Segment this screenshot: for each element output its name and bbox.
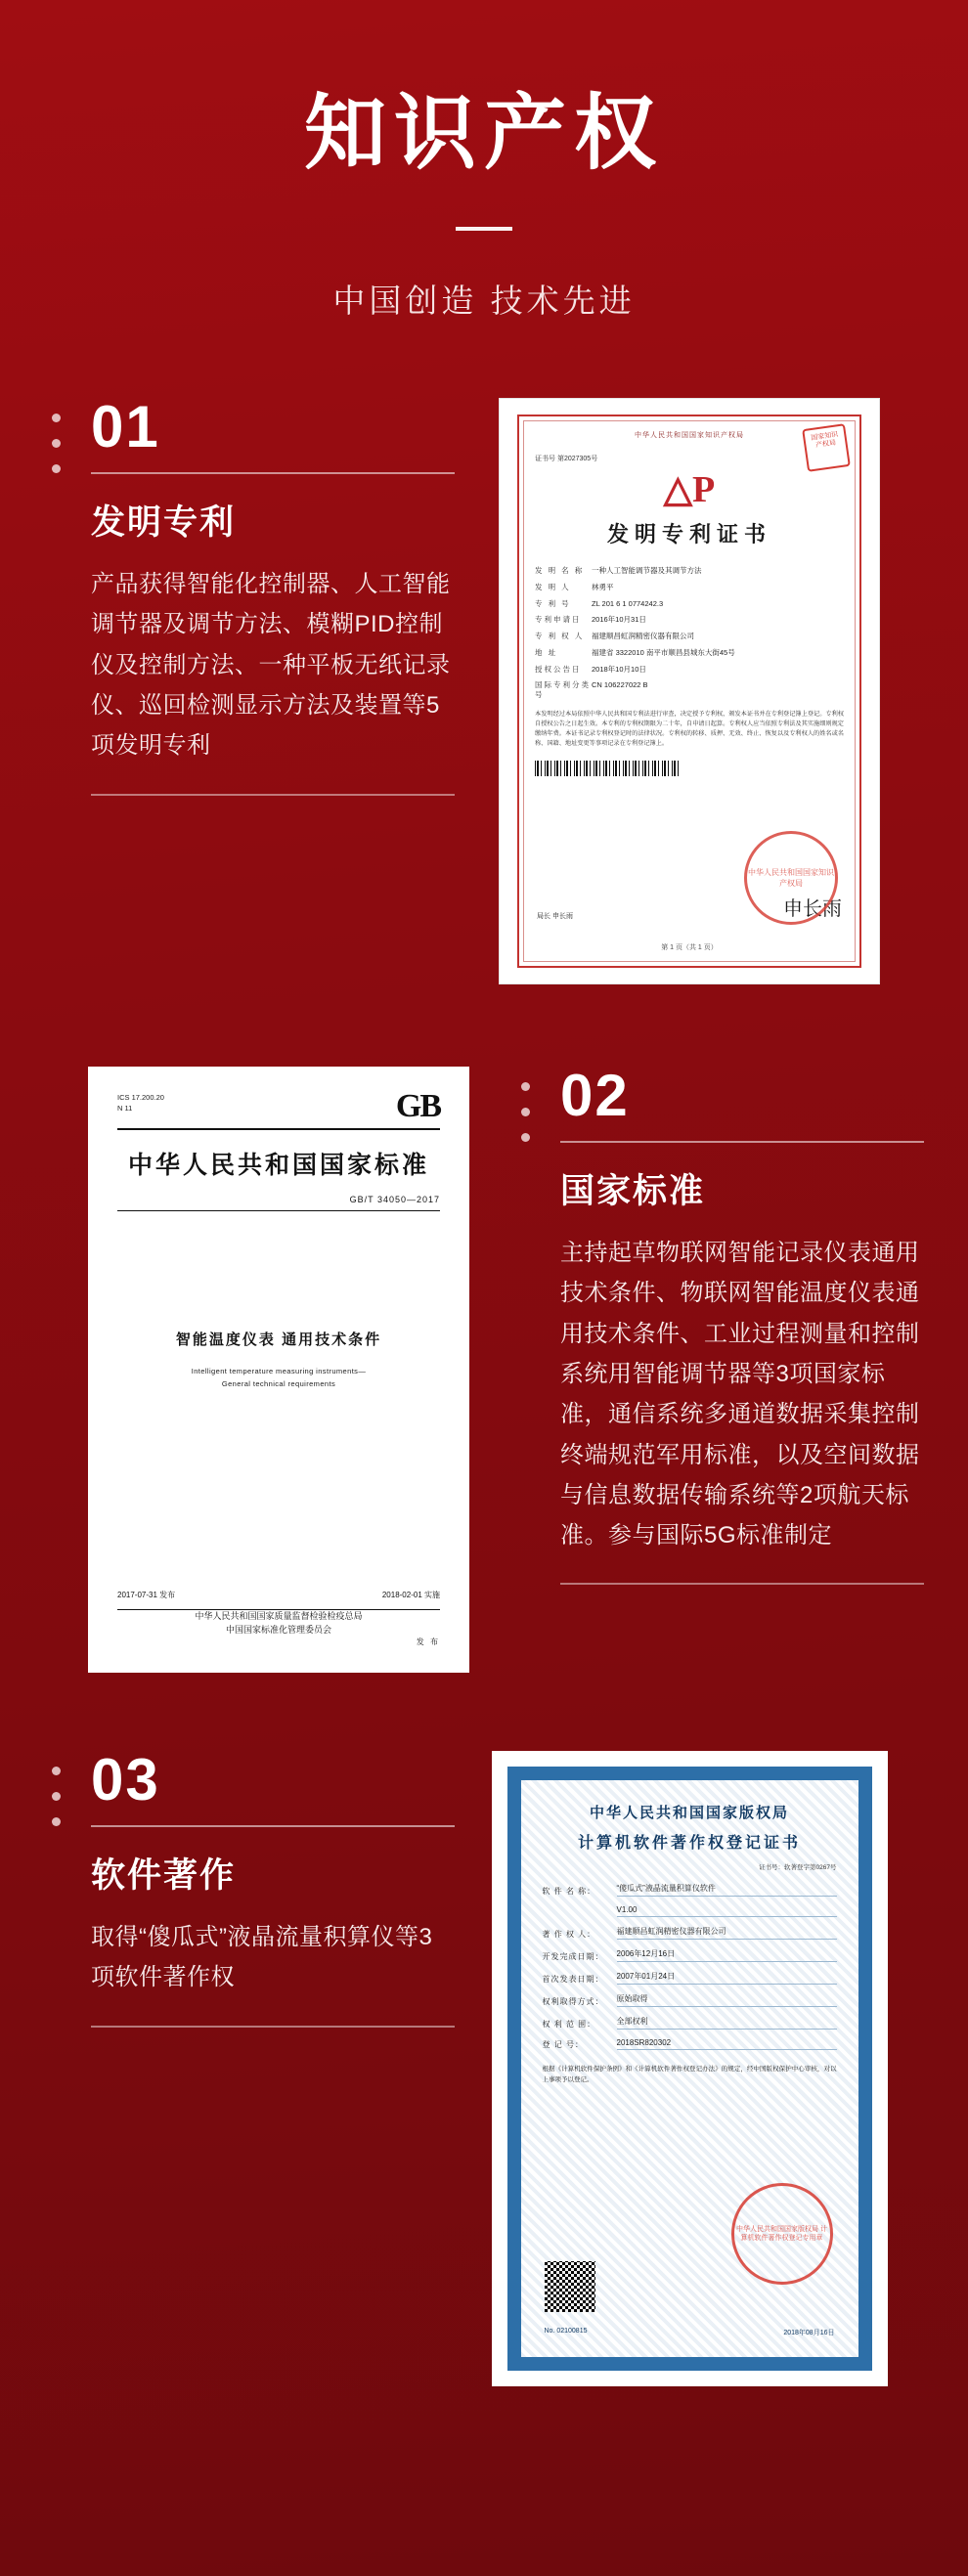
section-02-divider bbox=[560, 1141, 924, 1143]
patent-field-row: 地 址 福建省 3322010 南平市顺昌县城东大街45号 bbox=[535, 647, 735, 657]
section-03-text bbox=[44, 1747, 455, 2028]
standard-rule-mid bbox=[117, 1210, 440, 1211]
patent-footer: 第 1 页（共 1 页） bbox=[661, 944, 718, 952]
section-01-text bbox=[44, 394, 455, 795]
standard-name-cn: 智能温度仪表 通用技术条件 bbox=[175, 1331, 382, 1348]
standard-effective-date: 2018-02-01 实施 bbox=[381, 1591, 440, 1600]
section-software-copyright bbox=[0, 1747, 968, 2386]
patent-emblem-icon: △P bbox=[663, 469, 716, 511]
standard-issuer-1: 中华人民共和国国家质量监督检验检疫总局 bbox=[195, 1610, 363, 1621]
software-field-row: 开发完成日期： 2006年12月16日 bbox=[543, 1948, 837, 1962]
software-field-row: 权利取得方式： 原始取得 bbox=[543, 1993, 837, 2007]
standard-name-en-2: General technical requirements bbox=[221, 1378, 336, 1388]
patent-field-row: 专 利 权 人 福建顺昌虹润精密仪器有限公司 bbox=[535, 632, 694, 641]
patent-field-row: 授权公告日 2018年10月10日 bbox=[535, 664, 646, 674]
section-01-divider-bottom bbox=[91, 794, 455, 796]
software-cert-no: 证书号：软著登字第0267号 bbox=[759, 1864, 837, 1872]
section-03-divider bbox=[91, 1825, 455, 1827]
software-fields bbox=[543, 1883, 837, 2050]
bullet-dots-icon bbox=[52, 1767, 61, 1826]
section-02-number: 02 bbox=[560, 1063, 630, 1129]
bullet-dots-icon bbox=[521, 1082, 530, 1142]
standard-rule-top bbox=[117, 1128, 440, 1130]
section-01-body: 产品获得智能化控制器、人工智能调节器及调节方法、模糊PID控制仪及控制方法、一种平板无纸记录仪、巡回检测显示方法及装置等5项发明专利 bbox=[91, 571, 451, 760]
section-03-divider-bottom bbox=[91, 2026, 455, 2028]
standard-class: N 11 bbox=[117, 1104, 133, 1113]
patent-sign-left: 局长 申长雨 bbox=[537, 913, 573, 921]
patent-field-row: 国际专利分类号 CN 106227022 B bbox=[535, 680, 648, 700]
section-03-body: 取得“傻瓜式”液晶流量积算仪等3项软件著作权 bbox=[91, 1924, 433, 1991]
software-foot-right: 2018年08月16日 bbox=[783, 2330, 835, 2337]
software-field-row: V1.00 bbox=[543, 1905, 837, 1917]
section-01-image bbox=[455, 398, 924, 984]
standard-publish-date: 2017-07-31 发布 bbox=[117, 1591, 176, 1600]
section-02-heading: 国家标准 bbox=[560, 1172, 706, 1211]
patent-field-row: 专 利 号 ZL 201 6 1 0774242.3 bbox=[535, 598, 664, 608]
standard-ics-block bbox=[117, 1092, 164, 1114]
bullet-dots-icon bbox=[52, 414, 61, 473]
patent-round-seal-icon: 中华人民共和国国家知识产权局 bbox=[744, 831, 838, 925]
section-03-heading: 软件著作 bbox=[91, 1856, 237, 1896]
standard-issuer-2: 中国国家标准化管理委员会 bbox=[225, 1625, 331, 1635]
section-03-image bbox=[455, 1751, 924, 2386]
section-01-heading: 发明专利 bbox=[91, 503, 237, 543]
section-01-number: 01 bbox=[91, 394, 160, 460]
section-02-body: 主持起草物联网智能记录仪表通用技术条件、物联网智能温度仪表通用技术条件、工业过程测量和控制系统用智能调节器等3项国家标准，通信系统多通道数据采集控制终端规范军用标准，以及空间数据与信息数据传输系统等2项航天标准。参与国际5G标准制定 bbox=[560, 1240, 920, 1550]
software-foot-left: No. 02100815 bbox=[544, 2328, 588, 2336]
software-field-row: 权 利 范 围： 全部权利 bbox=[543, 2016, 837, 2030]
page-header bbox=[0, 0, 968, 322]
qr-code-icon bbox=[545, 2261, 595, 2312]
patent-field-row: 发 明 名 称 一种人工智能调节器及其调节方法 bbox=[535, 566, 702, 576]
software-round-seal-icon: 中华人民共和国国家版权局 计算机软件著作权登记专用章 bbox=[731, 2183, 833, 2285]
standard-issuer-suffix: 发 布 bbox=[416, 1637, 440, 1647]
software-title-2: 计算机软件著作权登记证书 bbox=[577, 1835, 801, 1853]
national-standard-card bbox=[88, 1067, 469, 1673]
patent-barcode-icon bbox=[535, 761, 682, 776]
patent-field-row: 发 明 人 林勇平 bbox=[535, 582, 614, 591]
patent-top-text: 中华人民共和国国家知识产权局 bbox=[635, 432, 744, 440]
software-title-1: 中华人民共和国国家版权局 bbox=[589, 1805, 789, 1822]
software-field-row: 软 件 名 称： “傻瓜式”液晶流量积算仪软件 bbox=[543, 1883, 837, 1897]
gb-logo-icon: GB bbox=[395, 1088, 440, 1125]
patent-cert-no: 证书号 第2027305号 bbox=[535, 456, 598, 463]
section-02-text bbox=[513, 1063, 924, 1585]
standard-main-title: 中华人民共和国国家标准 bbox=[127, 1151, 429, 1179]
patent-paragraph: 本发明经过本局依照中华人民共和国专利法进行审查，决定授予专利权，颁发本证书并在专利登记簿上登记。专利权自授权公告之日起生效。本专利的专利权期限为二十年，自申请日起算。专利权人应当依照专利法及其实施细则规定缴纳年费。本证书记录专利权登记时的法律状况。专利权的转移、质押、无效、终止、恢复以及专利权人的姓名或名称、国籍、地址变更等事项记录在专利登记簿上。 bbox=[535, 710, 844, 747]
patent-signature: 申长雨 bbox=[783, 898, 842, 921]
patent-title: 发明专利证书 bbox=[606, 522, 771, 547]
patent-field-row: 专利申请日 2016年10月31日 bbox=[535, 615, 646, 625]
patent-corner-seal-icon: 国家知识产权局 bbox=[802, 423, 851, 472]
software-field-row: 登 记 号： 2018SR820302 bbox=[543, 2038, 837, 2050]
section-01-divider bbox=[91, 472, 455, 474]
page-subtitle: 中国创造 技术先进 bbox=[332, 283, 636, 320]
section-national-standard bbox=[0, 1063, 968, 1673]
standard-code: GB/T 34050—2017 bbox=[349, 1194, 440, 1204]
section-02-divider-bottom bbox=[560, 1583, 924, 1585]
software-note: 根据《计算机软件保护条例》和《计算机软件著作权登记办法》的规定，经中国版权保护中心审核，对以上事项予以登记。 bbox=[542, 2066, 837, 2084]
title-divider bbox=[456, 227, 512, 231]
section-02-image bbox=[44, 1067, 513, 1673]
software-field-row: 著 作 权 人： 福建顺昌虹润精密仪器有限公司 bbox=[543, 1926, 837, 1940]
software-copyright-card bbox=[492, 1751, 888, 2386]
standard-name-en-1: Intelligent temperature measuring instruments— bbox=[191, 1366, 367, 1375]
page-title: 知识产权 bbox=[303, 87, 664, 179]
section-invention-patent bbox=[0, 394, 968, 984]
software-field-row: 首次发表日期： 2007年01月24日 bbox=[543, 1971, 837, 1985]
standard-issuer-block bbox=[117, 1609, 440, 1650]
patent-fields bbox=[535, 566, 844, 700]
standard-ics: ICS 17.200.20 bbox=[117, 1093, 164, 1103]
section-03-number: 03 bbox=[91, 1747, 160, 1813]
patent-certificate-card bbox=[499, 398, 880, 984]
